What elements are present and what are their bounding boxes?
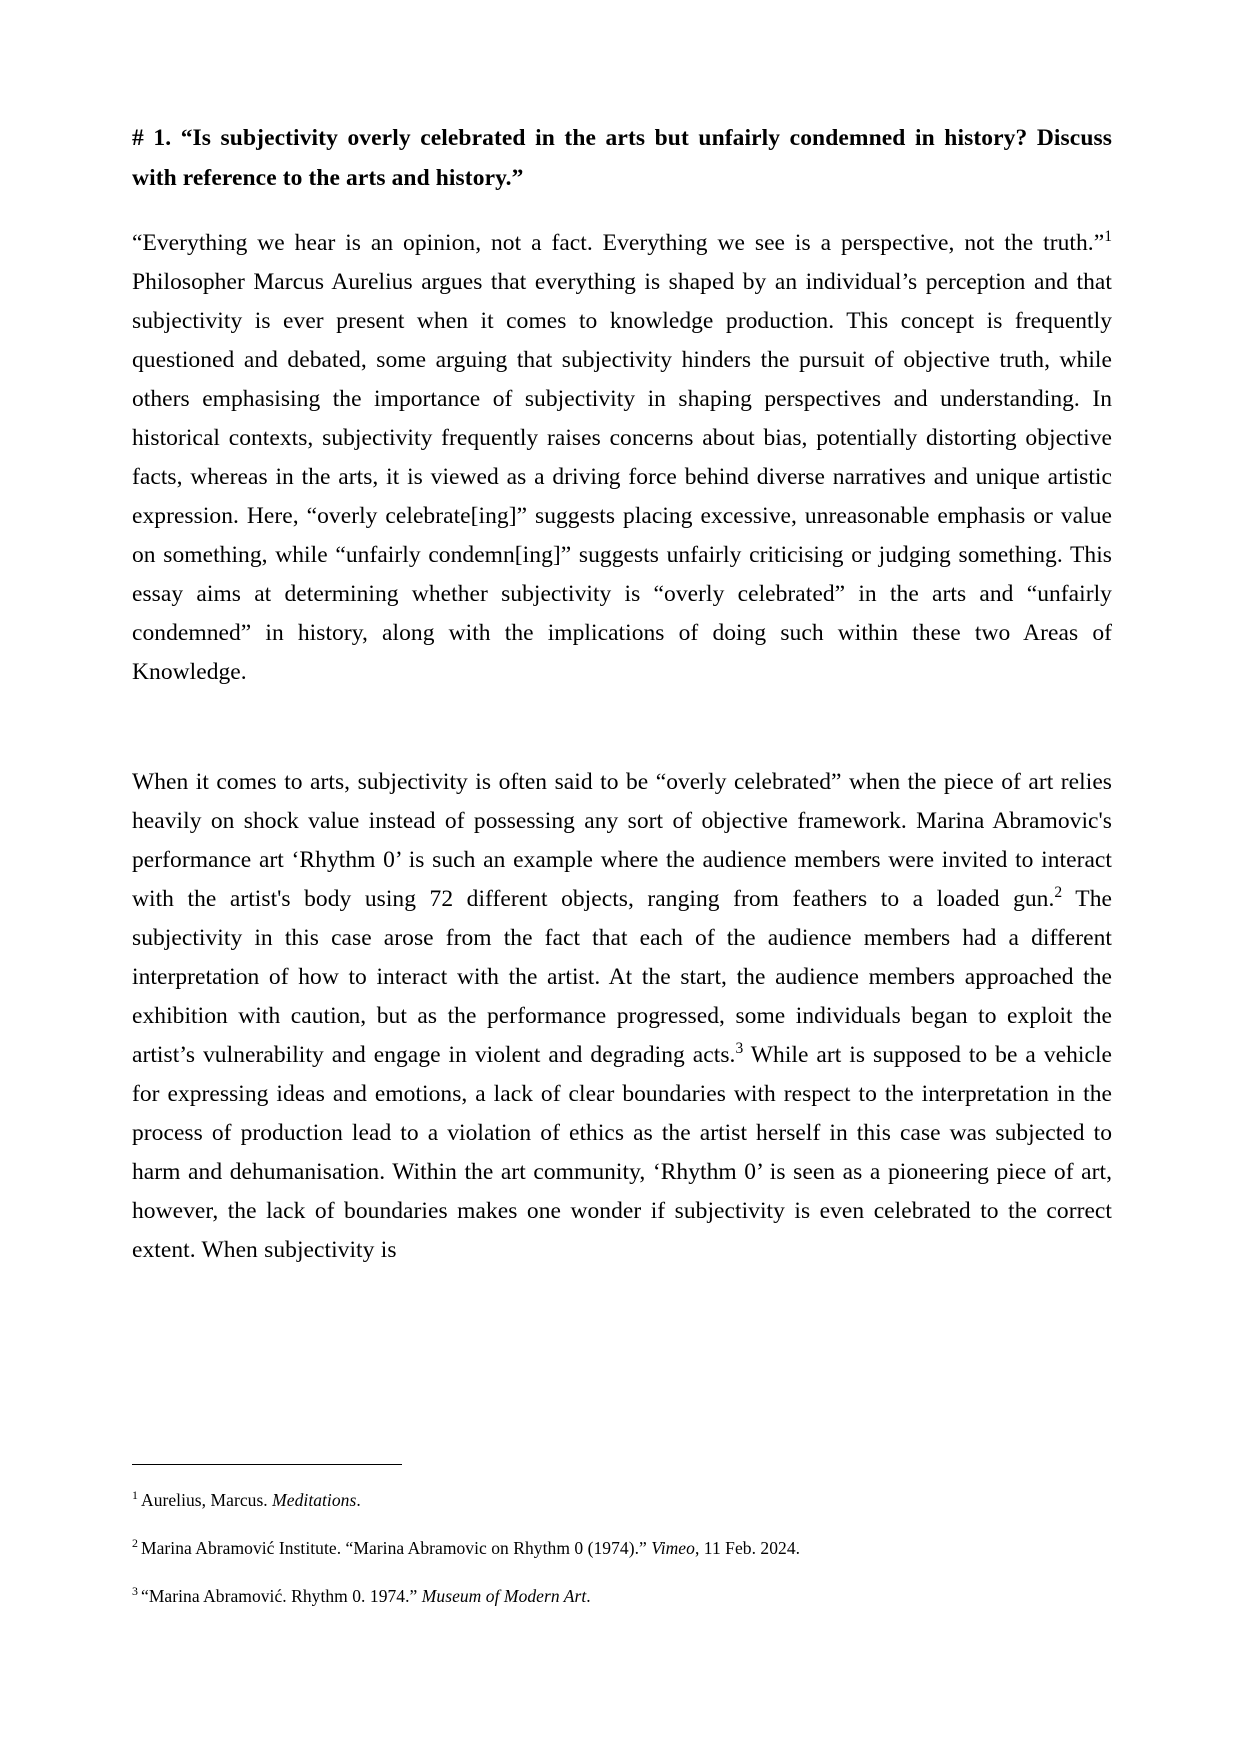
essay-title: # 1. “Is subjectivity overly celebrated in the arts but unfairly condemned in history? Discuss with reference to the arts and history.” [132, 125, 1112, 191]
italic-title: Vimeo [651, 1538, 695, 1558]
footnote-reference[interactable]: 1 [1104, 228, 1112, 246]
footnote-item: $^2$ Marina Abramović Institute. “Marina Abramovic on Rhythm 0 (1974).” Vimeo, 11 Feb. 2024. [132, 1536, 801, 1558]
italic-title: Museum of Modern Art [421, 1586, 587, 1606]
footnote-separator-rule [132, 1464, 402, 1465]
footnote-reference[interactable]: 3 [735, 1040, 744, 1058]
footnotes-section [132, 1464, 1112, 1609]
footnote-number: 1 [132, 1488, 138, 1503]
paragraph-intro: “Everything we hear is an opinion, not a fact. Everything we see is a perspective, not the truth.”$^1$ Philosopher Marcus Aurelius argues that everything is shaped by an individual’s perception and that subjectivity is ever present when it comes to knowledge production. This concept is frequently questioned and debated, some arguing that subjectivity hinders the pursuit of objective truth, while others emphasising the importance of subjectivity in shaping perspectives and understanding. In historical contexts, subjectivity frequently raises concerns about bias, potentially distorting objective facts, whereas in the arts, it is viewed as a driving force behind diverse narratives and unique artistic expression. Here, “overly celebrate[ing]” suggests placing excessive, unreasonable emphasis or value on something, while “unfairly condemn[ing]” suggests unfairly criticising or judging something. This essay aims at determining whether subjectivity is “overly celebrated” in the arts and “unfairly condemned” in history, along with the implications of doing such within these two Areas of Knowledge. [132, 228, 1112, 685]
italic-title: Meditations [272, 1490, 357, 1510]
footnote-item: $^1$ Aurelius, Marcus. Meditations. [132, 1488, 361, 1510]
footnote-item: $^3$ “Marina Abramović. Rhythm 0. 1974.” Museum of Modern Art. [132, 1584, 591, 1606]
footnote-number: 3 [132, 1584, 138, 1599]
footnote-reference[interactable]: 2 [1054, 884, 1063, 902]
footnote-number: 2 [132, 1536, 138, 1551]
paragraph-spacer [132, 692, 1112, 763]
paragraph-body-arts: When it comes to arts, subjectivity is often said to be “overly celebrated” when the piece of art relies heavily on shock value instead of possessing any sort of objective framework. Marina Abramovic's performance art ‘Rhythm 0’ is such an example where the audience members were invited to interact with the artist's body using 72 different objects, ranging from feathers to a loaded gun.$^2$ The subjectivity in this case arose from the fact that each of the audience members had a different interpretation of how to interact with the artist. At the start, the audience members approached the exhibition with caution, but as the performance progressed, some individuals began to exploit the artist’s vulnerability and engage in violent and degrading acts.$^3$ While art is supposed to be a vehicle for expressing ideas and emotions, a lack of clear boundaries with respect to the interpretation in the process of production lead to a violation of ethics as the artist herself in this case was subjected to harm and dehumanisation. Within the art community, ‘Rhythm 0’ is seen as a pioneering piece of art, however, the lack of boundaries makes one wonder if subjectivity is even celebrated to the correct extent. When subjectivity is [132, 769, 1113, 1263]
